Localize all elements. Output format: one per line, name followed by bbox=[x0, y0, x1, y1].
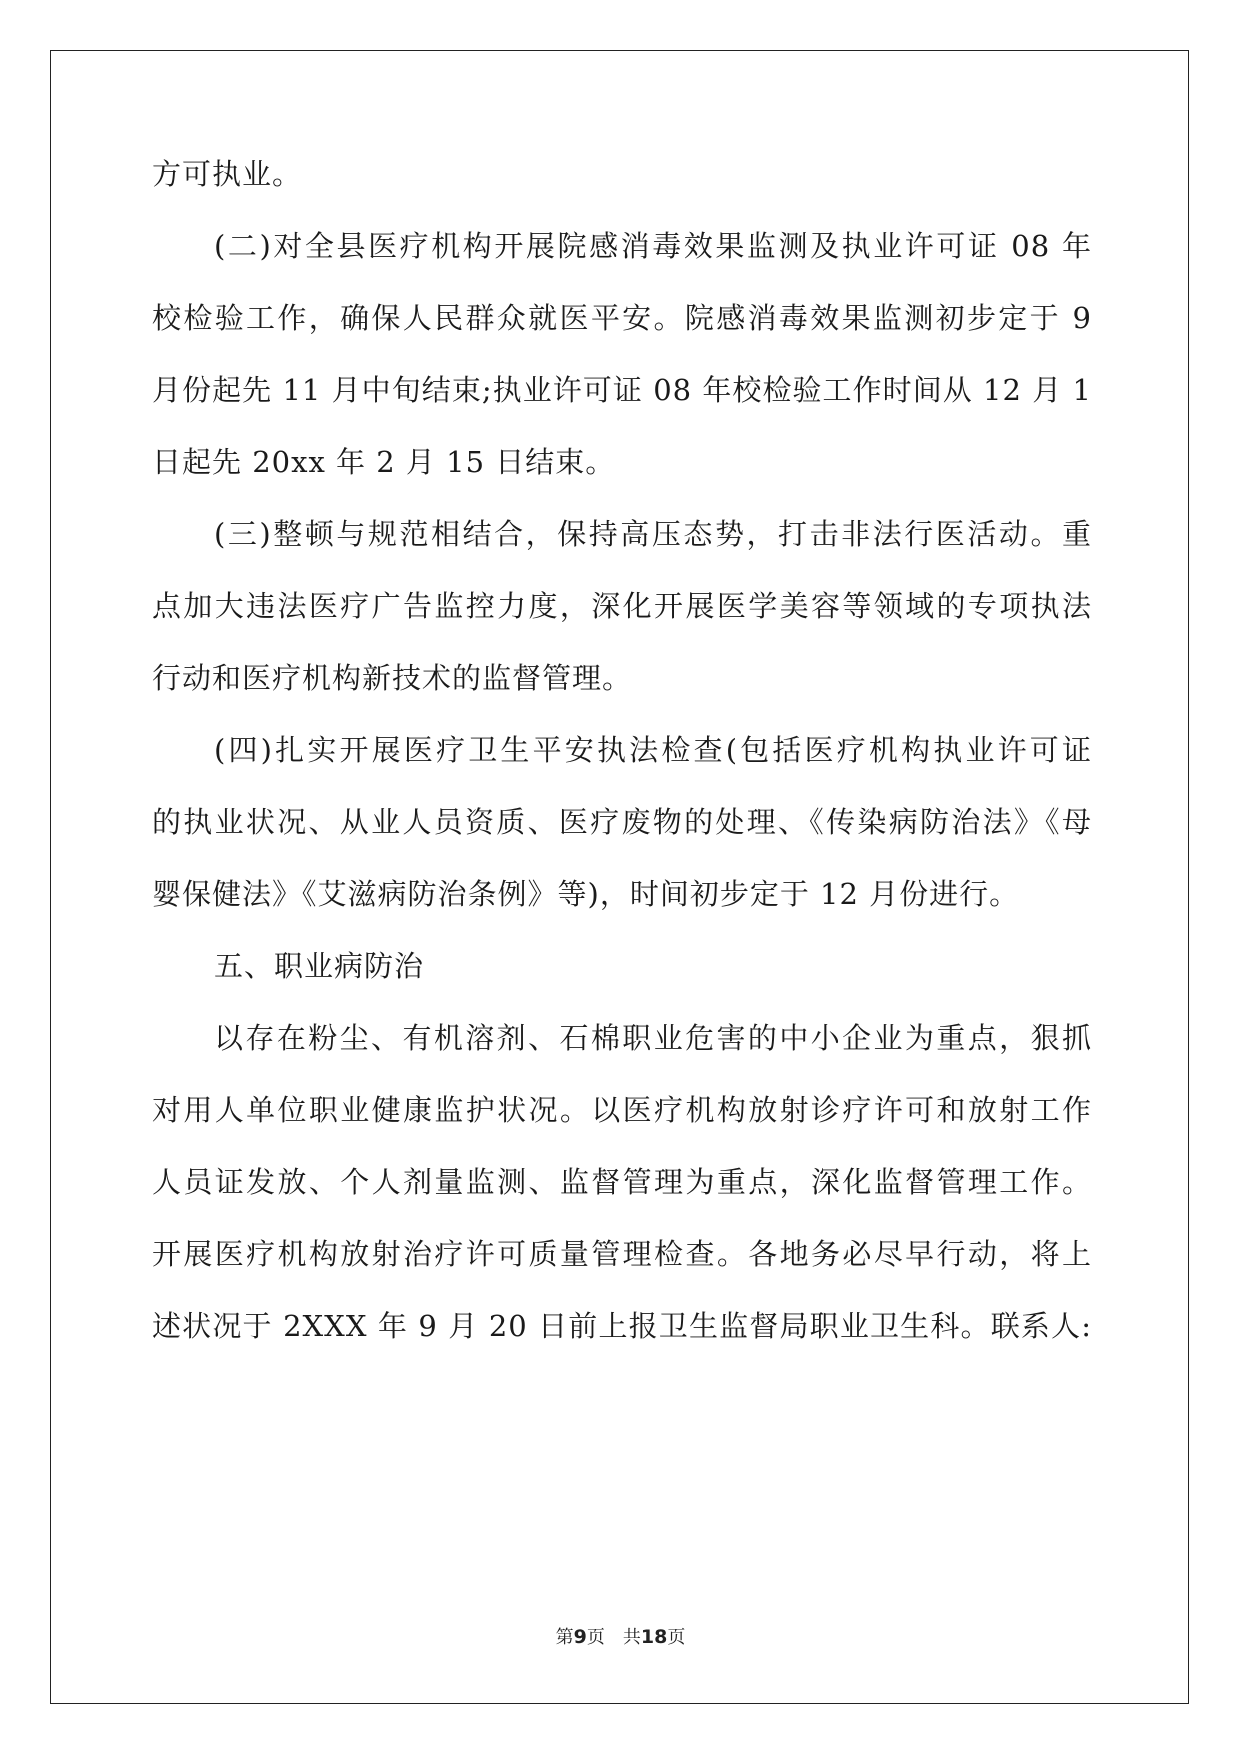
text-line: 以存在粉尘、有机溶剂、石棉职业危害的中小企业为重点，狠抓 bbox=[214, 1021, 1092, 1055]
text-line: 述状况于 2XXX 年 9 月 20 日前上报卫生监督局职业卫生科。联系人: bbox=[152, 1309, 1092, 1343]
total-pages: 18 bbox=[640, 1626, 668, 1648]
page-footer bbox=[0, 1623, 1241, 1649]
text-line: (三)整顿与规范相结合，保持高压态势，打击非法行医活动。重 bbox=[214, 517, 1092, 551]
text-line: (二)对全县医疗机构开展院感消毒效果监测及执业许可证 08 年 bbox=[214, 229, 1092, 263]
text-line: 对用人单位职业健康监护状况。以医疗机构放射诊疗许可和放射工作 bbox=[152, 1093, 1092, 1127]
footer-middle: 页 共 bbox=[586, 1627, 641, 1648]
text-line: 方可执业。 bbox=[152, 157, 303, 191]
page-number: 9 bbox=[573, 1626, 587, 1648]
text-line: 校检验工作，确保人民群众就医平安。院感消毒效果监测初步定于 9 bbox=[152, 301, 1092, 335]
text-line: (四)扎实开展医疗卫生平安执法检查(包括医疗机构执业许可证 bbox=[214, 733, 1092, 767]
text-line: 的执业状况、从业人员资质、医疗废物的处理、《传染病防治法》《母 bbox=[152, 805, 1092, 839]
footer-suffix: 页 bbox=[667, 1627, 686, 1648]
text-line: 月份起先 11 月中旬结束;执业许可证 08 年校检验工作时间从 12 月 1 bbox=[152, 373, 1092, 407]
section-heading: 五、职业病防治 bbox=[214, 949, 425, 983]
footer-prefix: 第 bbox=[555, 1627, 574, 1648]
text-line: 日起先 20xx 年 2 月 15 日结束。 bbox=[152, 445, 616, 479]
text-line: 婴保健法》《艾滋病防治条例》等)，时间初步定于 12 月份进行。 bbox=[152, 877, 1020, 911]
text-line: 点加大违法医疗广告监控力度，深化开展医学美容等领域的专项执法 bbox=[152, 589, 1092, 623]
text-line: 行动和医疗机构新技术的监督管理。 bbox=[152, 661, 633, 695]
text-line: 人员证发放、个人剂量监测、监督管理为重点，深化监督管理工作。 bbox=[152, 1165, 1092, 1199]
text-line: 开展医疗机构放射治疗许可质量管理检查。各地务必尽早行动，将上 bbox=[152, 1237, 1092, 1271]
